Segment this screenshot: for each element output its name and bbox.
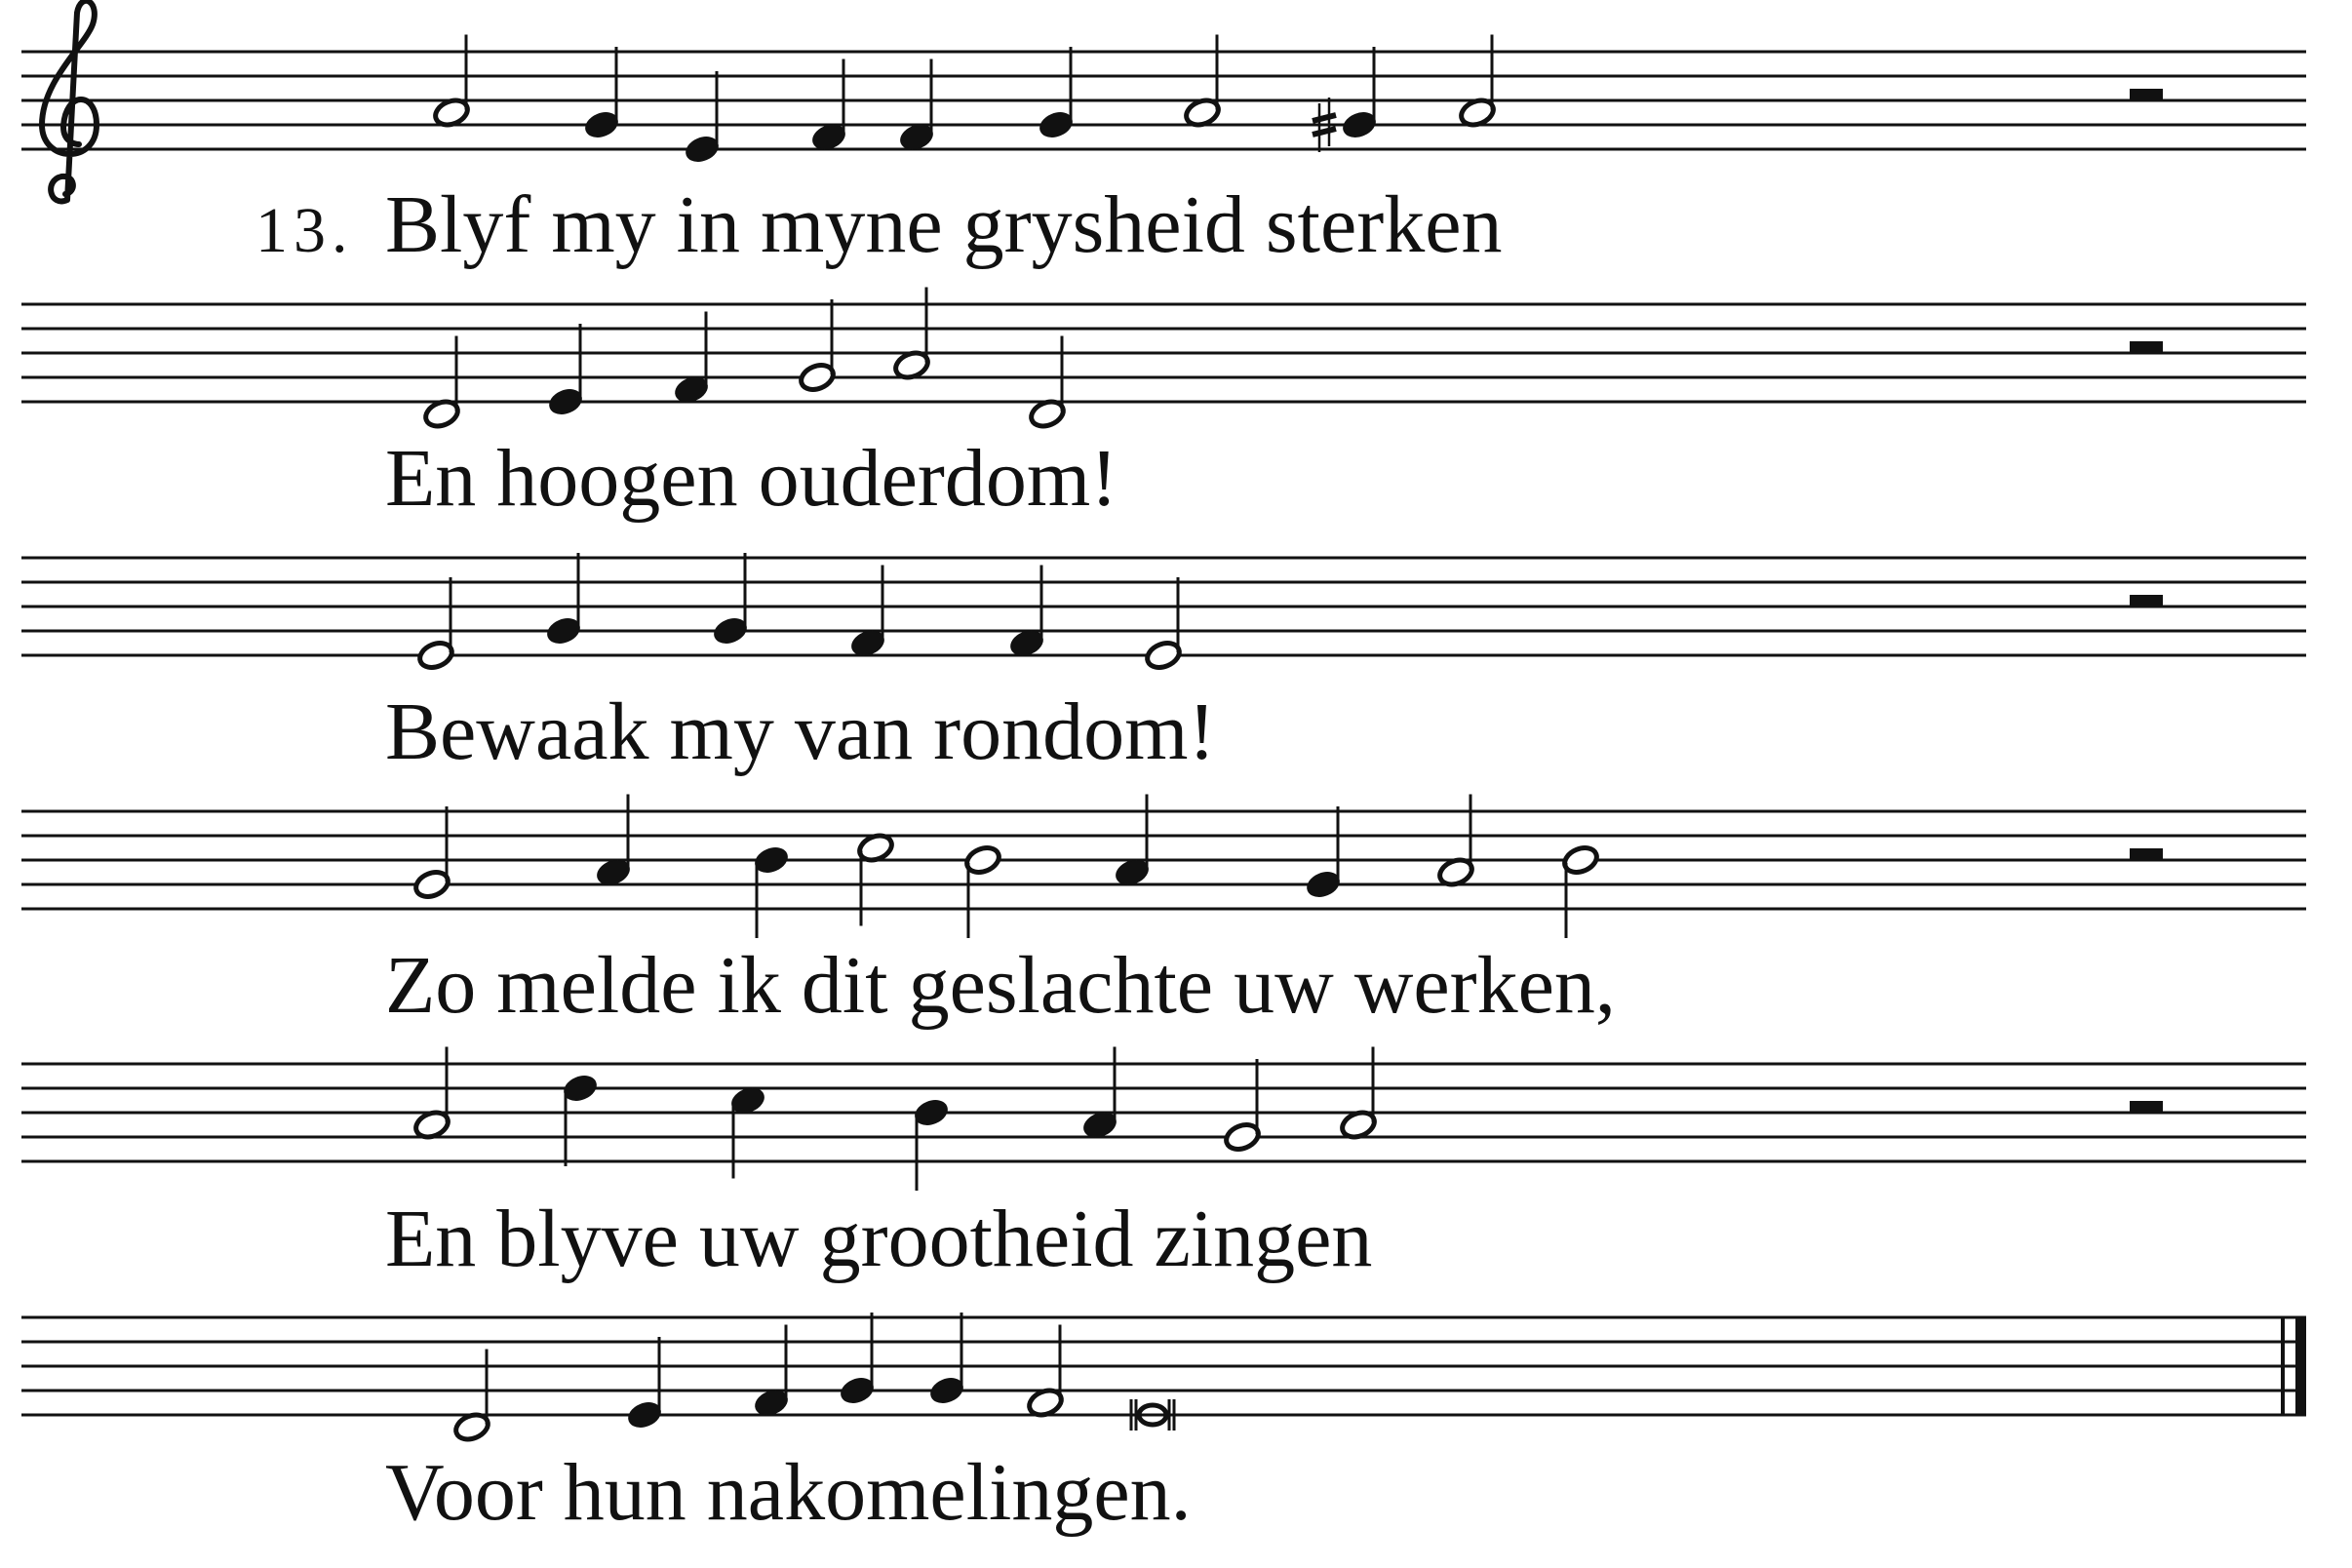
lyric-line: Voor hun nakomelingen.: [385, 1447, 1192, 1538]
verse-number: 13.: [255, 195, 354, 266]
note: [809, 59, 848, 154]
note: [1183, 35, 1222, 130]
staff-system: [21, 795, 2306, 1032]
note: [1026, 1325, 1065, 1420]
lyric-line: Zo melde ik dit geslachte uw werken,: [385, 940, 1616, 1031]
note: [1561, 843, 1600, 938]
note: [582, 47, 621, 141]
half-rest-icon: [2130, 595, 2163, 607]
note: [728, 1083, 767, 1178]
staff-system: [21, 1, 2306, 270]
half-rest-icon: [2130, 848, 2163, 860]
score-body: [21, 1, 2306, 1538]
note: [856, 831, 895, 925]
note: [1007, 566, 1046, 660]
note: [1304, 806, 1343, 901]
note: [848, 566, 887, 660]
note: [711, 553, 750, 647]
lyric-line: Blyf my in myne grysheid sterken: [385, 179, 1503, 270]
note: [1339, 1047, 1378, 1142]
note: [561, 1072, 600, 1166]
lyric-line: En hoogen ouderdom!: [385, 433, 1118, 524]
note: [1223, 1059, 1262, 1154]
note: [838, 1313, 877, 1407]
note: [672, 312, 711, 407]
note: [1113, 795, 1152, 889]
note: [1458, 35, 1497, 130]
staff-system: [21, 553, 2306, 777]
note: [963, 843, 1002, 938]
note: [422, 336, 461, 431]
half-rest-icon: [2130, 1101, 2163, 1113]
note: [798, 299, 837, 394]
half-rest-icon: [2130, 89, 2163, 100]
note: [412, 806, 451, 901]
note: [452, 1350, 491, 1444]
lyric-line: Bewaak my van rondom!: [385, 686, 1216, 777]
note: [594, 795, 633, 889]
staff-system: [21, 288, 2306, 525]
sharp-stroke: [1313, 115, 1336, 121]
note: [683, 71, 722, 166]
note: [432, 35, 471, 130]
note: [625, 1337, 664, 1431]
sharp-stroke: [1313, 129, 1336, 135]
note: [1080, 1047, 1119, 1142]
lyric-line: En blyve uw grootheid zingen: [385, 1194, 1373, 1284]
note: [546, 324, 585, 418]
note: [1037, 47, 1076, 141]
staff-system: [21, 1313, 2306, 1538]
note: [897, 59, 936, 154]
note: [752, 843, 791, 938]
staff-system: [21, 1047, 2306, 1285]
half-rest-icon: [2130, 341, 2163, 353]
note: [927, 1313, 966, 1407]
note: [544, 553, 583, 647]
note: [892, 288, 931, 382]
barline-thick: [2295, 1316, 2306, 1416]
note: [752, 1325, 791, 1420]
note: [412, 1047, 451, 1142]
note: [912, 1096, 951, 1191]
note: [416, 577, 455, 672]
note: [1436, 795, 1475, 889]
note: [1144, 577, 1183, 672]
note: [1028, 336, 1067, 431]
